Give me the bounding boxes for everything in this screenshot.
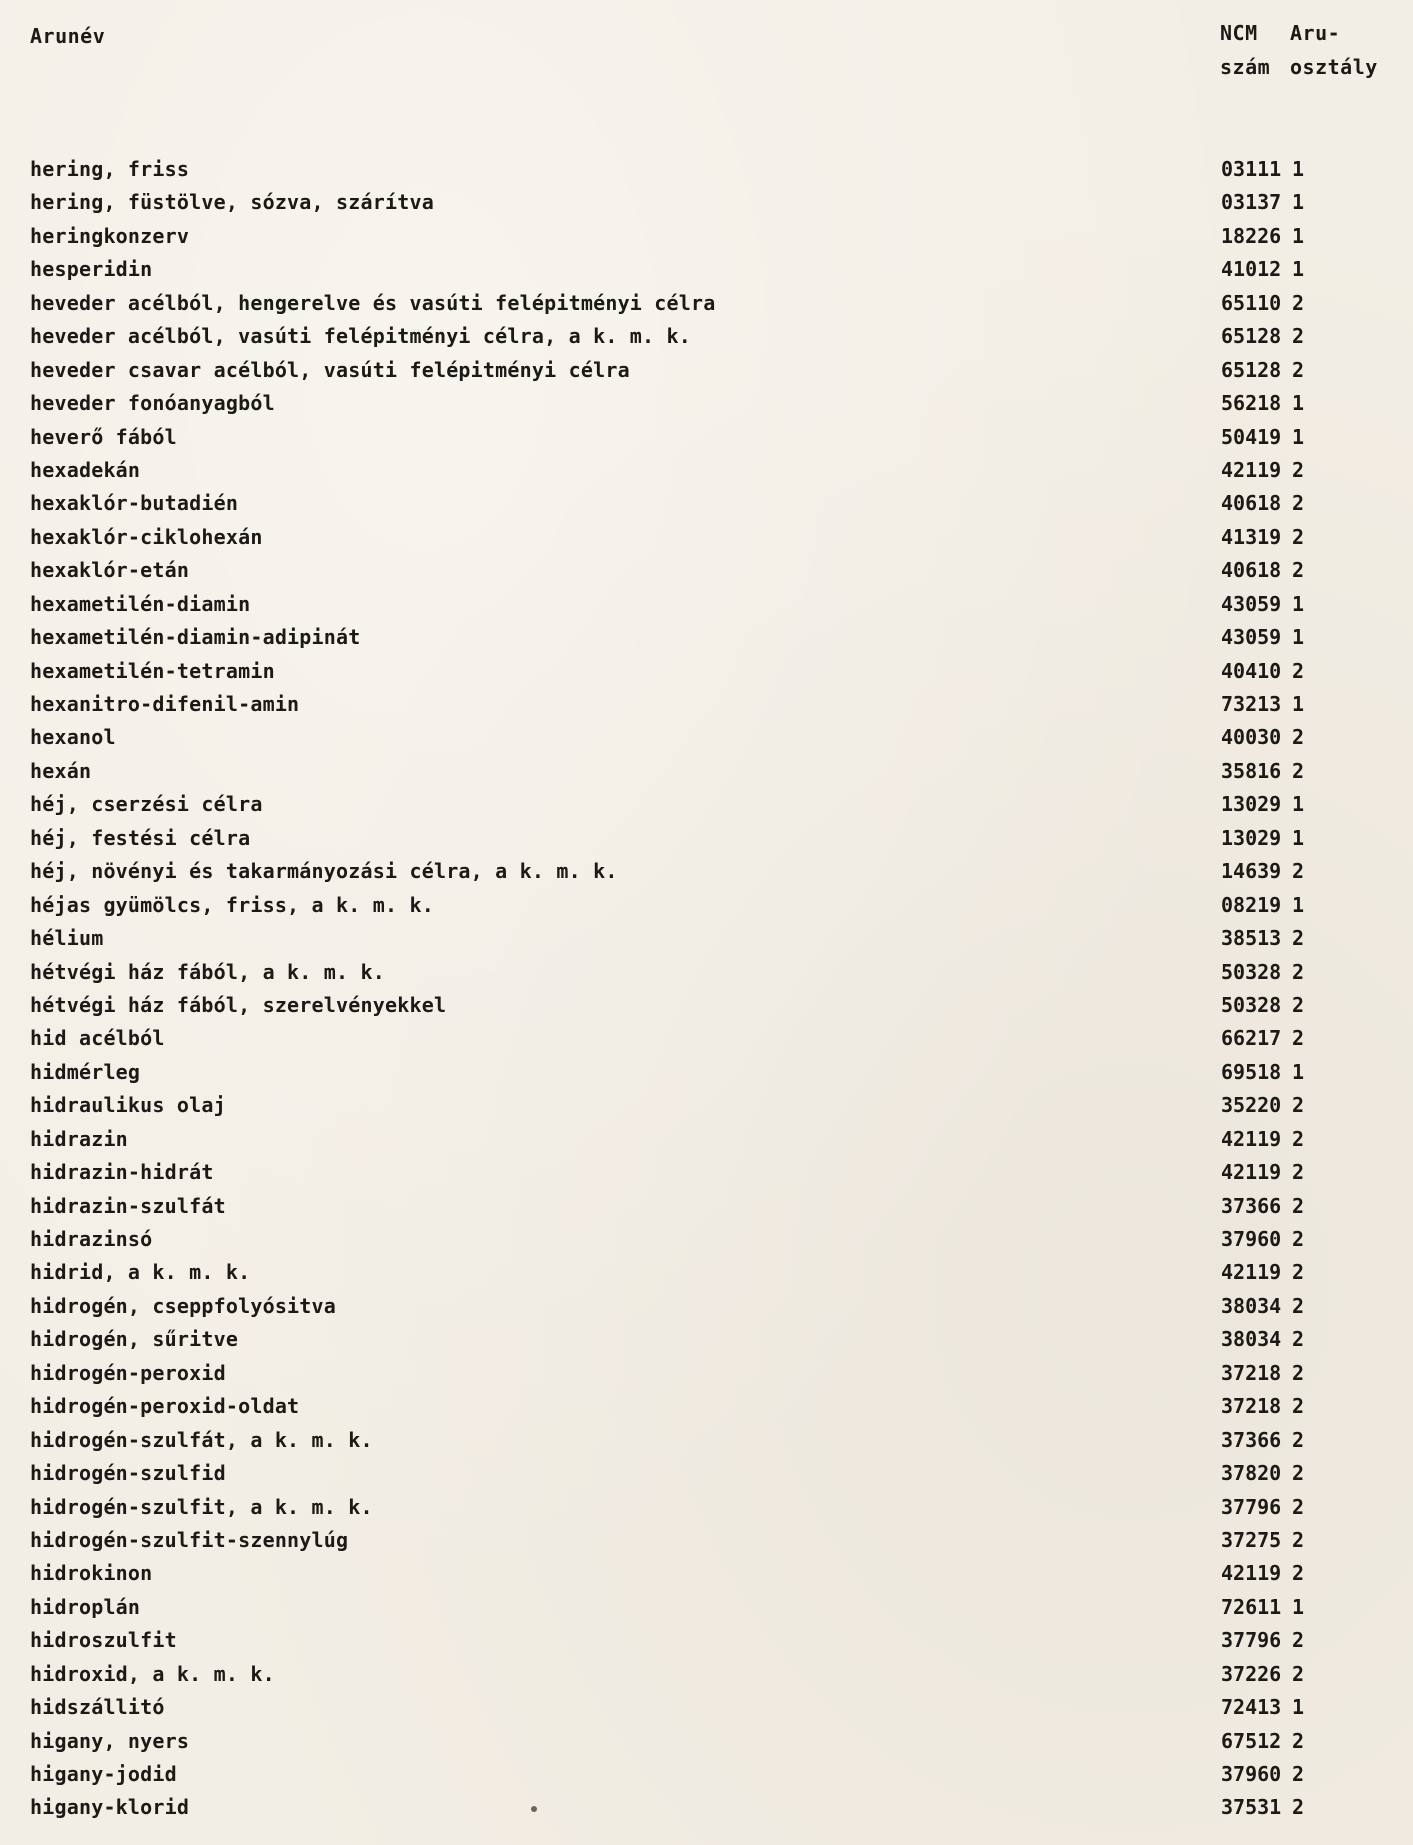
item-class: 1 [1292,257,1305,282]
item-name: higany-klorid [30,1795,190,1820]
item-name: héj, cserzési célra [30,792,263,817]
item-ncm-number: 37275 [1221,1527,1282,1552]
column-header-ncm-line1: NCM [1220,21,1258,45]
item-class: 2 [1292,725,1305,750]
item-ncm-number: 37218 [1221,1394,1282,1419]
list-item [0,1695,1413,1728]
item-ncm-number: 40618 [1221,558,1282,583]
item-name: héjas gyümölcs, friss, a k. m. k. [30,892,434,917]
item-name: héj, növényi és takarmányozási célra, a k. m. k. [30,859,618,884]
list-item [0,157,1413,190]
item-ncm-number: 65128 [1221,357,1282,382]
list-item [0,458,1413,491]
item-class: 2 [1292,1160,1305,1185]
list-item [0,1662,1413,1695]
item-class: 1 [1292,391,1305,416]
list-item [0,1795,1413,1828]
item-class: 1 [1292,892,1305,917]
list-item [0,1729,1413,1762]
item-ncm-number: 37960 [1221,1762,1282,1786]
item-class: 1 [1292,1059,1305,1084]
item-class: 1 [1292,223,1305,248]
item-ncm-number: 35816 [1221,758,1282,783]
item-name: hexán [30,758,92,783]
list-item [0,759,1413,792]
list-item [0,1394,1413,1427]
item-name: hering, friss [30,157,190,181]
list-item [0,1762,1413,1795]
column-header-name: Arunév [30,24,106,48]
item-name: hidrokinon [30,1561,153,1586]
list-item [0,491,1413,524]
item-name: hétvégi ház fából, szerelvényekkel [30,992,447,1017]
item-ncm-number: 50419 [1221,424,1282,449]
item-class: 2 [1292,1628,1305,1653]
list-item [0,1528,1413,1561]
item-ncm-number: 37796 [1221,1494,1282,1519]
column-header-class-line1: Aru- [1290,21,1341,45]
list-item [0,391,1413,424]
item-ncm-number: 72611 [1221,1594,1282,1619]
list-item [0,1127,1413,1160]
item-name: hidrazin-szulfát [30,1193,226,1218]
list-item [0,1461,1413,1494]
item-name: hexanol [30,725,116,750]
item-name: hexanitro-difenil-amin [30,692,300,716]
item-class: 2 [1292,324,1305,349]
item-class: 1 [1292,1594,1305,1619]
item-name: heveder acélból, vasúti felépitményi célra, a k. m. k. [30,324,692,349]
item-ncm-number: 03137 [1221,190,1282,215]
list-item [0,257,1413,290]
item-class: 2 [1292,1494,1305,1519]
list-item [0,792,1413,825]
item-name: hidrogén, cseppfolyósitva [30,1293,337,1318]
item-name: hidroplán [30,1594,141,1619]
item-ncm-number: 37820 [1221,1461,1282,1486]
list-item [0,558,1413,591]
item-ncm-number: 56218 [1221,391,1282,416]
item-ncm-number: 37960 [1221,1227,1282,1251]
item-class: 1 [1292,157,1305,181]
item-ncm-number: 37218 [1221,1360,1282,1385]
item-class: 2 [1292,1427,1305,1452]
item-ncm-number: 38034 [1221,1293,1282,1318]
item-ncm-number: 13029 [1221,792,1282,817]
item-class: 2 [1292,959,1305,984]
item-class: 2 [1292,1126,1305,1151]
item-class: 1 [1292,825,1305,850]
list-item [0,993,1413,1026]
item-ncm-number: 67512 [1221,1728,1282,1753]
list-item [0,1495,1413,1528]
list-item [0,1561,1413,1594]
list-item [0,1628,1413,1661]
item-ncm-number: 73213 [1221,692,1282,716]
item-ncm-number: 50328 [1221,959,1282,984]
item-class: 2 [1292,1661,1305,1686]
item-ncm-number: 37531 [1221,1795,1282,1820]
item-name: hesperidin [30,257,153,282]
item-class: 2 [1292,290,1305,315]
item-ncm-number: 43059 [1221,591,1282,616]
item-ncm-number: 43059 [1221,625,1282,650]
item-ncm-number: 08219 [1221,892,1282,917]
item-class: 1 [1292,190,1305,215]
item-class: 2 [1292,1193,1305,1218]
item-class: 2 [1292,1527,1305,1552]
item-ncm-number: 40030 [1221,725,1282,750]
item-ncm-number: 35220 [1221,1093,1282,1118]
item-name: hidroxid, a k. m. k. [30,1661,275,1686]
list-item [0,324,1413,357]
list-item [0,1260,1413,1293]
item-name: hidrogén-peroxid-oldat [30,1394,300,1419]
item-ncm-number: 41319 [1221,524,1282,549]
item-name: hidrogén-szulfát, a k. m. k. [30,1427,373,1452]
list-item [0,525,1413,558]
item-name: hidroszulfit [30,1628,177,1653]
item-name: heringkonzerv [30,223,190,248]
item-name: hexametilén-diamin-adipinát [30,625,361,650]
item-class: 2 [1292,1293,1305,1318]
item-ncm-number: 50328 [1221,992,1282,1017]
item-name: heveder fonóanyagból [30,391,275,416]
list-item [0,1160,1413,1193]
item-class: 2 [1292,524,1305,549]
item-name: heveder acélból, hengerelve és vasúti felépitményi célra [30,290,716,315]
item-name: hexaklór-ciklohexán [30,524,263,549]
column-header-ncm-line2: szám [1220,55,1271,79]
list-item [0,625,1413,658]
item-name: hidrid, a k. m. k. [30,1260,251,1285]
item-name: hidrogén-szulfit, a k. m. k. [30,1494,373,1519]
list-item [0,1294,1413,1327]
item-name: hering, füstölve, sózva, szárítva [30,190,434,215]
list-item [0,893,1413,926]
list-item [0,692,1413,725]
list-item [0,926,1413,959]
item-name: hidrogén, sűritve [30,1327,239,1352]
item-name: hidrazin-hidrát [30,1160,214,1185]
list-item [0,960,1413,993]
item-name: hexametilén-tetramin [30,658,275,683]
item-ncm-number: 42119 [1221,457,1282,482]
item-ncm-number: 37226 [1221,1661,1282,1686]
list-item [0,190,1413,223]
list-item [0,291,1413,324]
item-ncm-number: 37366 [1221,1193,1282,1218]
list-item [0,1060,1413,1093]
item-ncm-number: 72413 [1221,1695,1282,1720]
list-item [0,659,1413,692]
item-class: 2 [1292,758,1305,783]
item-name: hidrogén-szulfid [30,1461,226,1486]
list-item [0,1361,1413,1394]
item-class: 2 [1292,1260,1305,1285]
list-item [0,1026,1413,1059]
item-class: 2 [1292,1227,1305,1251]
item-name: hid acélból [30,1026,165,1051]
item-name: hidrazinsó [30,1227,153,1251]
item-name: hidrogén-peroxid [30,1360,226,1385]
item-class: 1 [1292,1695,1305,1720]
list-item [0,1428,1413,1461]
item-name: heverő fából [30,424,177,449]
item-class: 1 [1292,424,1305,449]
item-class: 2 [1292,558,1305,583]
item-name: higany, nyers [30,1728,190,1753]
item-class: 2 [1292,1394,1305,1419]
item-name: hidrogén-szulfit-szennylúg [30,1527,349,1552]
item-name: hidszállitó [30,1695,165,1720]
list-item [0,425,1413,458]
item-name: heveder csavar acélból, vasúti felépitményi célra [30,357,630,382]
item-ncm-number: 18226 [1221,223,1282,248]
item-ncm-number: 37366 [1221,1427,1282,1452]
item-ncm-number: 38034 [1221,1327,1282,1352]
column-header-class [1290,16,1400,84]
item-name: hélium [30,926,104,951]
item-class: 2 [1292,658,1305,683]
item-ncm-number: 69518 [1221,1059,1282,1084]
list-item [0,826,1413,859]
item-name: héj, festési célra [30,825,251,850]
item-ncm-number: 42119 [1221,1561,1282,1586]
item-name: hidmérleg [30,1059,141,1084]
item-class: 2 [1292,1795,1305,1820]
paper-speck [531,1806,537,1812]
list-item [0,725,1413,758]
item-name: hidrazin [30,1126,128,1151]
item-class: 2 [1292,1461,1305,1486]
item-class: 2 [1292,1762,1305,1786]
list-item [0,224,1413,257]
item-class: 1 [1292,591,1305,616]
item-name: hétvégi ház fából, a k. m. k. [30,959,385,984]
item-ncm-number: 42119 [1221,1126,1282,1151]
item-ncm-number: 03111 [1221,157,1282,181]
item-class: 2 [1292,1561,1305,1586]
item-ncm-number: 42119 [1221,1260,1282,1285]
item-class: 2 [1292,859,1305,884]
item-ncm-number: 42119 [1221,1160,1282,1185]
item-class: 1 [1292,625,1305,650]
item-ncm-number: 37796 [1221,1628,1282,1653]
item-ncm-number: 14639 [1221,859,1282,884]
item-class: 2 [1292,926,1305,951]
item-ncm-number: 65128 [1221,324,1282,349]
item-name: hidraulikus olaj [30,1093,226,1118]
item-class: 1 [1292,792,1305,817]
item-class: 2 [1292,1026,1305,1051]
item-class: 2 [1292,1360,1305,1385]
item-name: higany-jodid [30,1762,177,1786]
item-ncm-number: 40410 [1221,658,1282,683]
item-class: 2 [1292,1728,1305,1753]
item-name: hexaklór-etán [30,558,190,583]
item-class: 2 [1292,357,1305,382]
item-class: 2 [1292,1327,1305,1352]
column-header-ncm [1220,16,1290,84]
list-item [0,1093,1413,1126]
list-item [0,859,1413,892]
goods-list [0,157,1413,1829]
item-name: hexadekán [30,457,141,482]
item-ncm-number: 66217 [1221,1026,1282,1051]
item-class: 2 [1292,457,1305,482]
item-ncm-number: 13029 [1221,825,1282,850]
list-item [0,1595,1413,1628]
item-class: 2 [1292,992,1305,1017]
item-class: 1 [1292,692,1305,716]
list-item [0,1194,1413,1227]
item-ncm-number: 41012 [1221,257,1282,282]
item-class: 2 [1292,1093,1305,1118]
item-ncm-number: 65110 [1221,290,1282,315]
item-ncm-number: 38513 [1221,926,1282,951]
list-item [0,592,1413,625]
item-ncm-number: 40618 [1221,491,1282,516]
list-item [0,358,1413,391]
column-header-class-line2: osztály [1290,55,1378,79]
list-item [0,1227,1413,1260]
item-name: hexametilén-diamin [30,591,251,616]
item-name: hexaklór-butadién [30,491,239,516]
item-class: 2 [1292,491,1305,516]
list-item [0,1327,1413,1360]
